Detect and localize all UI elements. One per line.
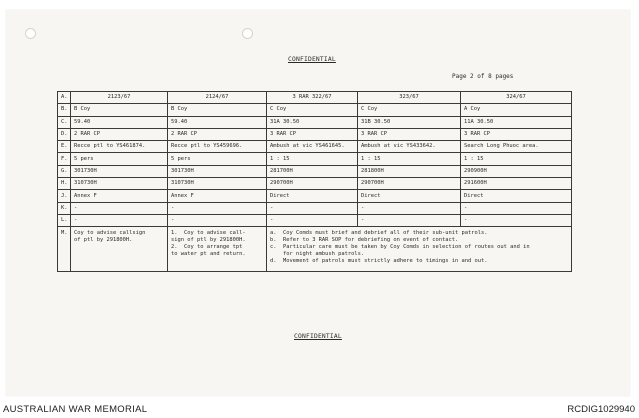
punch-hole-right [242,28,253,39]
row-label: D. [58,128,71,140]
table-cell: 3 RAR 322/67 [267,92,358,104]
table-row [58,178,572,190]
row-label: A. [58,92,71,104]
table-cell: - [168,202,267,214]
table-row [58,214,572,226]
page-number: Page 2 of 8 pages [452,73,514,80]
row-label: C. [58,116,71,128]
table-cell: 31B 30.50 [358,116,461,128]
table-row [58,202,572,214]
table-cell: - [71,202,168,214]
table-cell: Direct [461,190,572,202]
table-cell: - [461,202,572,214]
table-cell: 281700H [267,165,358,177]
table-cell: - [267,202,358,214]
row-label: M. [58,227,71,272]
row-label: H. [58,178,71,190]
row-label: G. [58,165,71,177]
table-cell: 324/67 [461,92,572,104]
notes-cell [267,227,572,272]
table-cell: 3 RAR CP [461,128,572,140]
table-cell: B Coy [168,104,267,116]
footer-bar [0,402,639,418]
row-label: B. [58,104,71,116]
notes-text: a. Coy Comds must brief and debrief all of their sub-unit patrols. b. Refer to 3 RAR SOP for debriefing on event of contact. c. Particular care must be taken by Coy Comds in selection of routes out and in for night ambush patrols. d. Movement of patrols must strictly adhere to timings in and out. [270,230,530,265]
table-row [58,190,572,202]
row-label: F. [58,153,71,165]
footer-id: RCDIG1029940 [567,404,635,415]
table-row [58,141,572,153]
table-cell: C Coy [267,104,358,116]
table-row-m [58,227,572,272]
table-cell: 59.40 [168,116,267,128]
table-cell [71,227,168,272]
patrol-table-body [58,92,572,272]
table-cell: 2124/67 [168,92,267,104]
table-cell: 291600H [461,178,572,190]
patrol-table [57,91,572,272]
table-cell: A Coy [461,104,572,116]
table-cell: 301730H [71,165,168,177]
table-cell: Ambush at vic YS461645. [267,141,358,153]
table-cell: 301730H [168,165,267,177]
table-cell: 11A 30.50 [461,116,572,128]
table-cell: 3 RAR CP [267,128,358,140]
table-row [58,128,572,140]
table-row [58,92,572,104]
table-cell: 2 RAR CP [71,128,168,140]
row-label: K. [58,202,71,214]
table-cell: 3 RAR CP [358,128,461,140]
table-cell: C Coy [358,104,461,116]
table-cell: Annex F [71,190,168,202]
table-cell: Annex F [168,190,267,202]
table-cell: 59.40 [71,116,168,128]
punch-hole-left [25,28,36,39]
table-cell: 2 RAR CP [168,128,267,140]
table-cell: 2123/67 [71,92,168,104]
table-cell: 290700H [358,178,461,190]
table-cell: 1 : 15 [461,153,572,165]
table-cell: 323/67 [358,92,461,104]
table-cell: B Coy [71,104,168,116]
table-cell [168,227,267,272]
table-cell: Direct [267,190,358,202]
table-cell: 5 pers [168,153,267,165]
table-cell: - [267,214,358,226]
table-row [58,153,572,165]
table-cell: - [71,214,168,226]
row-label: L. [58,214,71,226]
table-cell: Search Long Phuoc area. [461,141,572,153]
table-cell: 1 : 15 [267,153,358,165]
table-cell: Recce ptl to YS461874. [71,141,168,153]
table-cell: 310730H [71,178,168,190]
cell-text: Coy to advise callsign of ptl by 291800H. [74,230,146,244]
table-cell: Direct [358,190,461,202]
table-cell: - [168,214,267,226]
table-cell: 290900H [461,165,572,177]
table-cell: 290700H [267,178,358,190]
table-cell: - [358,214,461,226]
table-cell: - [461,214,572,226]
table-cell: 5 pers [71,153,168,165]
table-cell: 310730H [168,178,267,190]
row-label: E. [58,141,71,153]
table-cell: 31A 30.50 [267,116,358,128]
table-row [58,116,572,128]
table-cell: Ambush at vic YS433642. [358,141,461,153]
table-cell: - [358,202,461,214]
footer-source: AUSTRALIAN WAR MEMORIAL [3,404,148,415]
table-cell: 281800H [358,165,461,177]
cell-text: 1. Coy to advise call- sign of ptl by 291800H. 2. Coy to arrange tpt to water pt and return. [171,230,246,258]
table-cell: 1 : 15 [358,153,461,165]
classification-top: CONFIDENTIAL [288,56,336,63]
table-row [58,165,572,177]
row-label: J. [58,190,71,202]
table-cell: Recce ptl to YS459696. [168,141,267,153]
classification-bottom: CONFIDENTIAL [294,333,342,340]
table-row [58,104,572,116]
